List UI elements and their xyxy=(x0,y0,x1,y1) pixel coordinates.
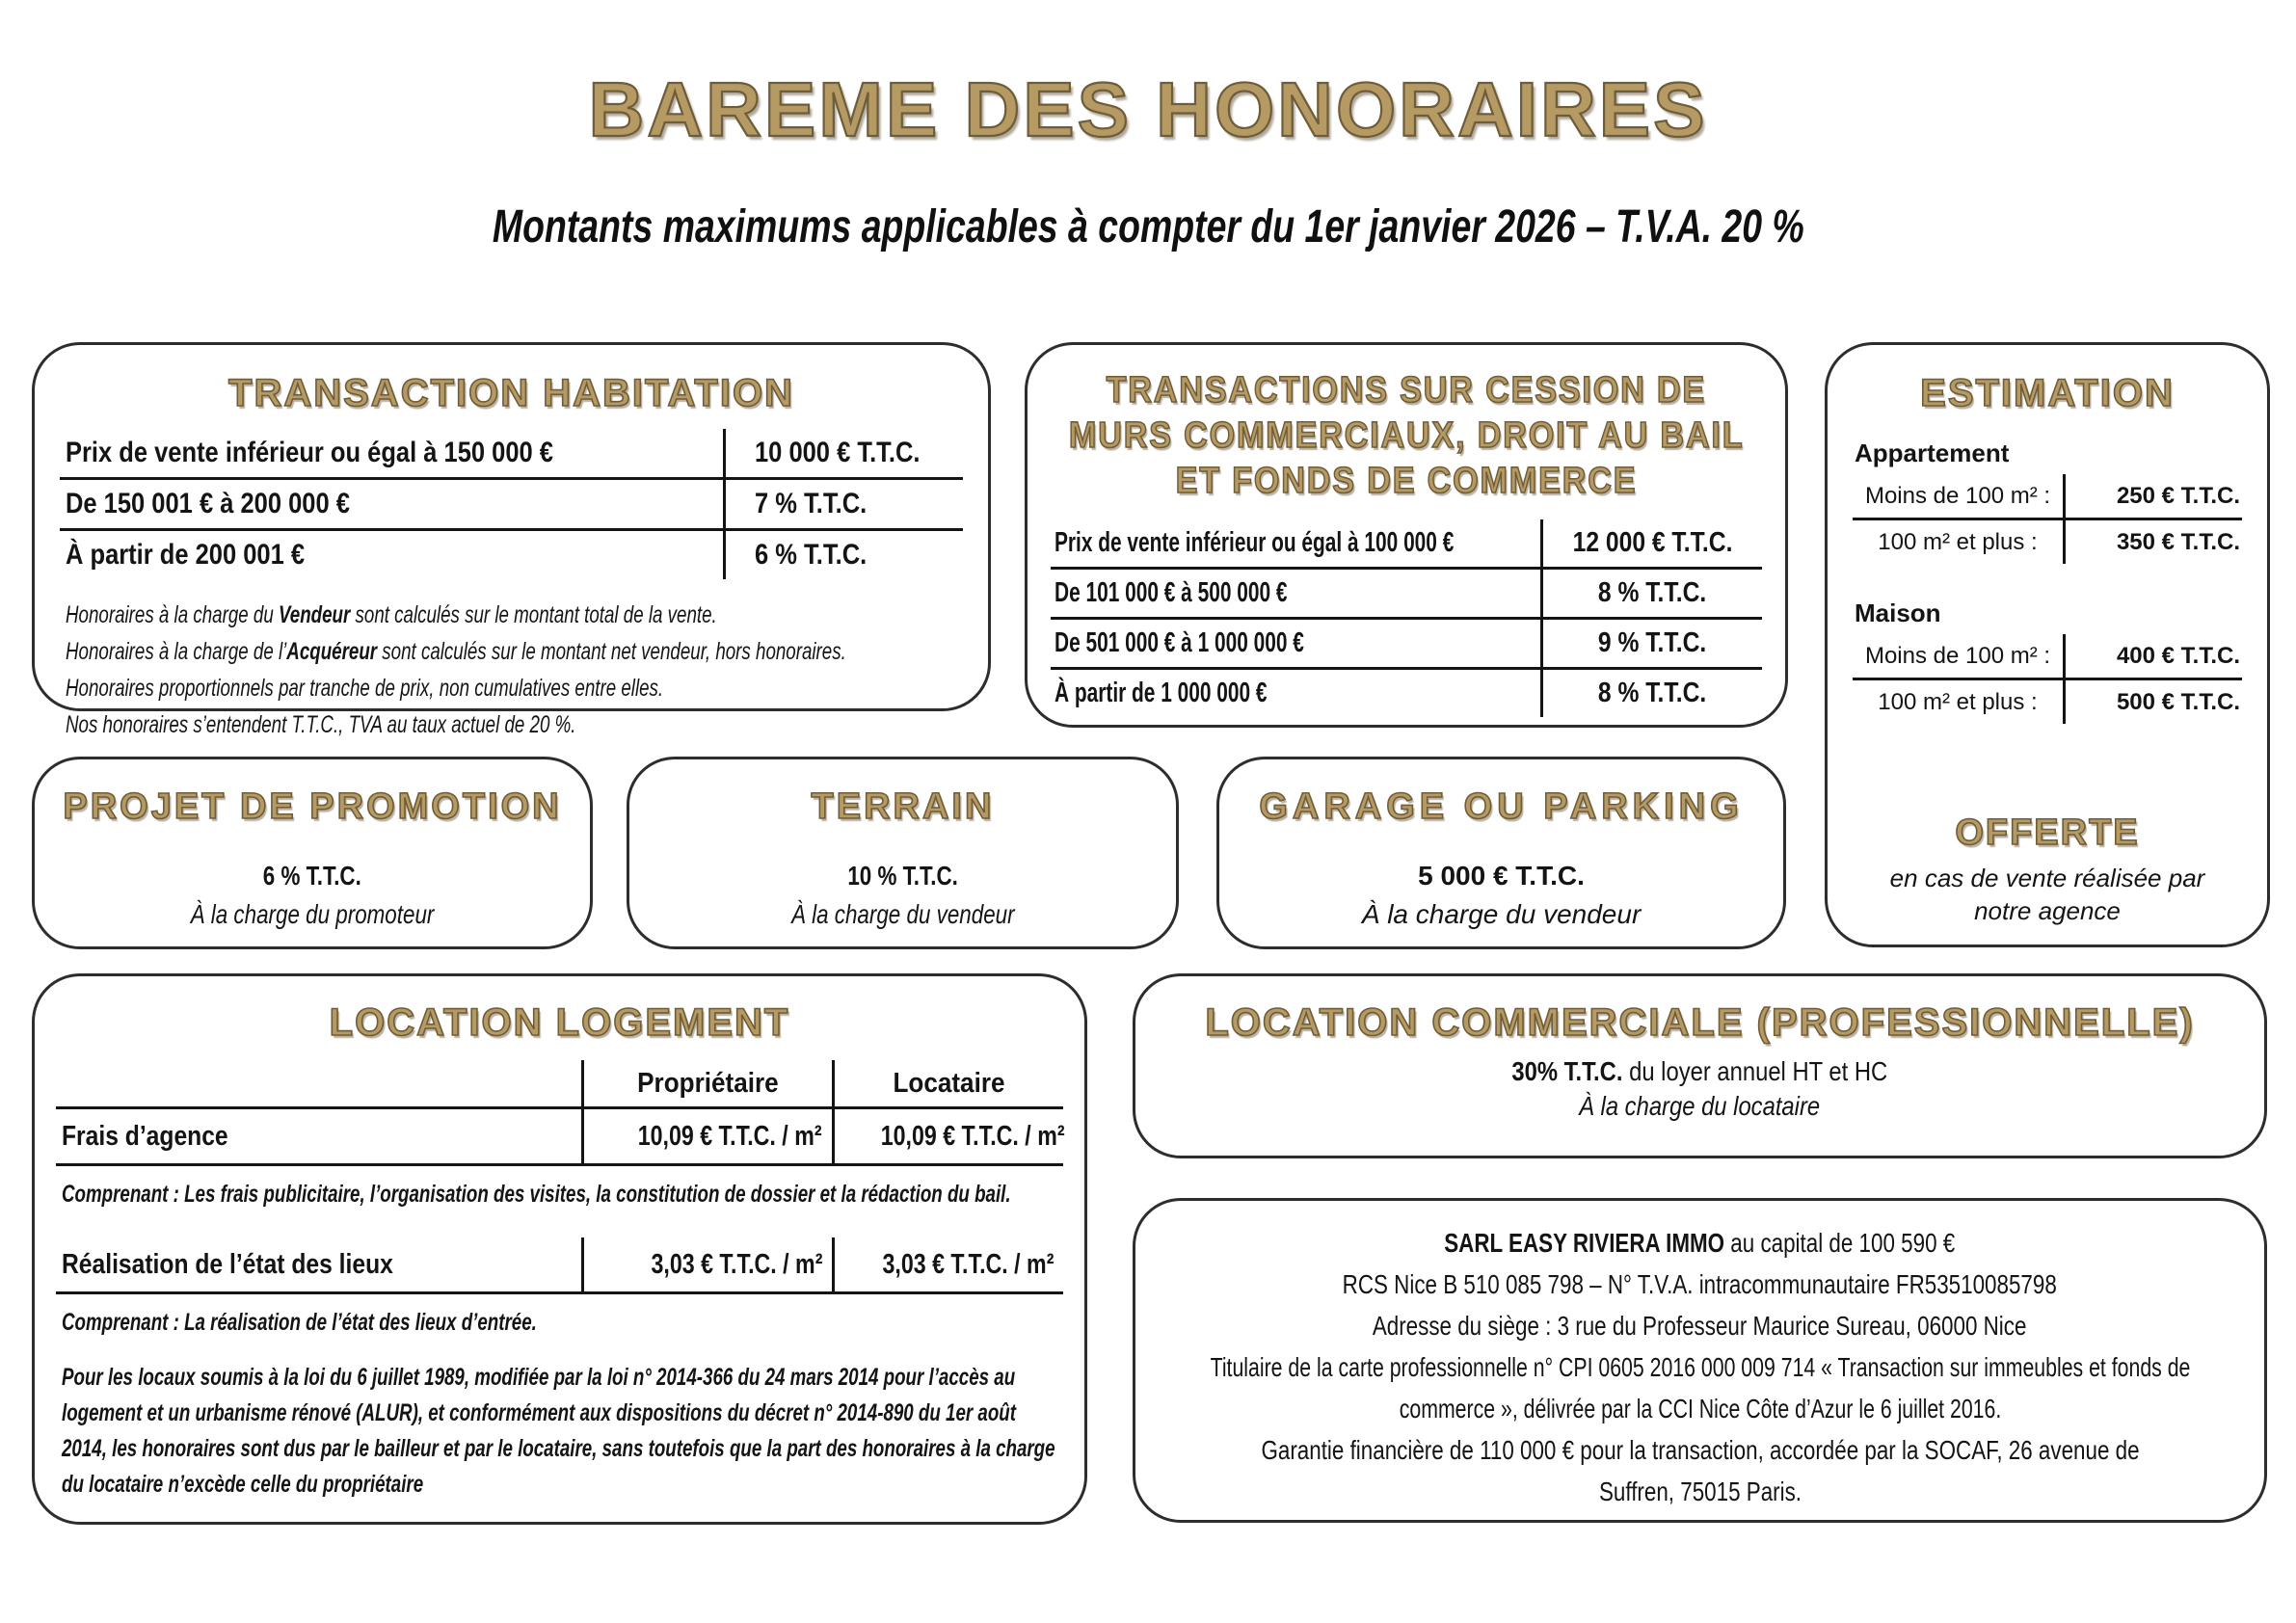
offerte-text: en cas de vente réalisée par notre agence xyxy=(1889,864,2205,925)
fee-value: 9 % T.T.C. xyxy=(1540,620,1762,667)
fee-label: Frais d’agence xyxy=(62,1120,228,1152)
company-carte-line: Titulaire de la carte professionnelle n° CPI 0605 2016 000 009 714 « Transaction sur immeubles et fonds de commerce », délivrée par la CCI Nice Côte d’Azur le 6 juillet 2016. xyxy=(1210,1352,2190,1423)
price-range-label: Prix de vente inférieur ou égal à 150 000 € xyxy=(66,437,554,468)
terrain-title: TERRAIN xyxy=(811,786,995,827)
empty-header-cell xyxy=(56,1060,581,1106)
fee-value: 400 € T.T.C. xyxy=(2063,634,2242,678)
table-header-row xyxy=(56,1060,1063,1109)
projet-promotion-box xyxy=(32,757,593,949)
fee-value: 12 000 € T.T.C. xyxy=(1540,519,1762,567)
fee-value: 350 € T.T.C. xyxy=(2063,520,2242,564)
appartement-table xyxy=(1853,474,2242,564)
table-row xyxy=(1853,520,2242,564)
table-row xyxy=(1051,570,1762,620)
company-garantie-line: Garantie financière de 110 000 € pour la transaction, accordée par la SOCAF, 26 avenue de Suffren, 75015 Paris. xyxy=(1260,1435,2140,1506)
etat-lieux-table xyxy=(56,1237,1063,1294)
table-row xyxy=(1051,620,1762,670)
company-name-line: SARL EASY RIVIERA IMMO au capital de 100 590 € xyxy=(1444,1228,1956,1258)
surface-label: Moins de 100 m² : xyxy=(1864,482,2051,509)
transaction-habitation-notes xyxy=(66,597,963,743)
page-title: BAREME DES HONORAIRES xyxy=(588,67,1708,152)
fee-value: 500 € T.T.C. xyxy=(2063,680,2242,724)
maison-table xyxy=(1853,634,2242,724)
transaction-habitation-table xyxy=(60,429,963,579)
terrain-box xyxy=(627,757,1179,949)
surface-label: 100 m² et plus : xyxy=(1878,688,2038,715)
appartement-label: Appartement xyxy=(1855,439,2010,467)
fee-value: 10,09 € T.T.C. / m² xyxy=(832,1109,1075,1163)
transaction-habitation-title: TRANSACTION HABITATION xyxy=(228,372,794,414)
price-range-label: Prix de vente inférieur ou égal à 100 000 € xyxy=(1055,527,1455,558)
note-line: Honoraires proportionnels par tranche de prix, non cumulatives entre elles. xyxy=(66,675,664,702)
page-subtitle: Montants maximums applicables à compter du 1er janvier 2026 – T.V.A. 20 % xyxy=(492,201,1804,253)
fee-charge: À la charge du vendeur xyxy=(1361,899,1642,929)
proprietaire-header: Propriétaire xyxy=(581,1060,832,1106)
table-row xyxy=(1853,474,2242,520)
fee-value: 10 % T.T.C. xyxy=(847,861,958,891)
location-commerciale-box xyxy=(1133,973,2267,1158)
table-row xyxy=(1051,519,1762,570)
table-row xyxy=(60,429,963,480)
company-address-line: Adresse du siège : 3 rue du Professeur Maurice Sureau, 06000 Nice xyxy=(1373,1311,2027,1341)
fee-value: 8 % T.T.C. xyxy=(1540,570,1762,617)
estimation-title: ESTIMATION xyxy=(1920,372,2175,414)
fee-value: 6 % T.T.C. xyxy=(723,531,963,579)
legal-paragraph: Pour les locaux soumis à la loi du 6 juillet 1989, modifiée par la loi n° 2014-366 du 24 mars 2014 pour l’accès au logement et un urbanisme rénové (ALUR), et conformément aux dispositions du décret n° 2014-890 du 1er août 2014, les honoraires sont dus par le bailleur et par le locataire, sans toutefois que la part des honoraires à la charge du locataire n’excède celle du propriétaire xyxy=(62,1364,1055,1498)
price-range-label: À partir de 1 000 000 € xyxy=(1055,678,1268,708)
garage-parking-box xyxy=(1216,757,1786,949)
location-logement-title: LOCATION LOGEMENT xyxy=(329,1001,790,1044)
location-commerciale-title: LOCATION COMMERCIALE (PROFESSIONNELLE) xyxy=(1205,1001,2195,1044)
offerte-title: OFFERTE xyxy=(1955,812,2140,853)
fee-value: 30% T.T.C. du loyer annuel HT et HC xyxy=(1511,1056,1888,1086)
maison-label: Maison xyxy=(1855,599,1941,627)
company-rcs-line: RCS Nice B 510 085 798 – N° T.V.A. intracommunautaire FR53510085798 xyxy=(1342,1269,2058,1299)
company-info-box xyxy=(1133,1198,2267,1523)
fee-value: 250 € T.T.C. xyxy=(2063,474,2242,518)
transaction-habitation-box xyxy=(32,342,991,738)
cession-table xyxy=(1051,519,1762,717)
fee-charge: À la charge du promoteur xyxy=(190,899,435,929)
table-row xyxy=(1853,634,2242,680)
fee-value: 6 % T.T.C. xyxy=(262,861,362,891)
table-row xyxy=(56,1237,1063,1294)
fee-value: 10,09 € T.T.C. / m² xyxy=(581,1109,832,1163)
price-range-label: À partir de 200 001 € xyxy=(66,539,306,571)
table-row xyxy=(56,1109,1063,1166)
fee-value: 8 % T.T.C. xyxy=(1540,670,1762,717)
cession-commerciale-box xyxy=(1025,342,1788,728)
location-logement-box xyxy=(32,973,1087,1525)
note-line: Honoraires à la charge du Vendeur sont calculés sur le montant total de la vente. xyxy=(66,601,717,628)
cession-title: TRANSACTIONS SUR CESSION DE MURS COMMERCIAUX, DROIT AU BAIL ET FONDS DE COMMERCE xyxy=(1068,370,1745,501)
table-row xyxy=(60,480,963,531)
location-logement-table xyxy=(56,1060,1063,1166)
fee-value: 7 % T.T.C. xyxy=(723,480,963,528)
frais-note: Comprenant : Les frais publicitaire, l’organisation des visites, la constitution de dossier et la rédaction du bail. xyxy=(62,1181,1011,1208)
fee-value: 10 000 € T.T.C. xyxy=(723,429,963,477)
etat-note: Comprenant : La réalisation de l’état des lieux d’entrée. xyxy=(62,1309,537,1336)
table-row xyxy=(1051,670,1762,717)
surface-label: 100 m² et plus : xyxy=(1878,528,2038,555)
table-row xyxy=(60,531,963,579)
price-range-label: De 101 000 € à 500 000 € xyxy=(1055,577,1288,608)
estimation-box xyxy=(1825,342,2270,947)
garage-parking-title: GARAGE OU PARKING xyxy=(1259,786,1744,827)
price-range-label: De 501 000 € à 1 000 000 € xyxy=(1055,627,1304,658)
price-range-label: De 150 001 € à 200 000 € xyxy=(66,488,350,519)
fee-charge: À la charge du vendeur xyxy=(790,899,1015,929)
fee-label: Réalisation de l’état des lieux xyxy=(62,1248,393,1280)
locataire-header: Locataire xyxy=(832,1060,1063,1106)
fee-value: 3,03 € T.T.C. / m² xyxy=(581,1237,832,1291)
note-line: Honoraires à la charge de l’Acquéreur sont calculés sur le montant net vendeur, hors honoraires. xyxy=(66,638,846,665)
note-line: Nos honoraires s’entendent T.T.C., TVA au taux actuel de 20 %. xyxy=(66,711,576,738)
surface-label: Moins de 100 m² : xyxy=(1864,642,2051,669)
projet-promotion-title: PROJET DE PROMOTION xyxy=(63,786,562,827)
fee-value: 3,03 € T.T.C. / m² xyxy=(832,1237,1063,1291)
table-row xyxy=(1853,680,2242,724)
fee-value: 5 000 € T.T.C. xyxy=(1418,861,1585,891)
fee-charge: À la charge du locataire xyxy=(1579,1091,1821,1121)
